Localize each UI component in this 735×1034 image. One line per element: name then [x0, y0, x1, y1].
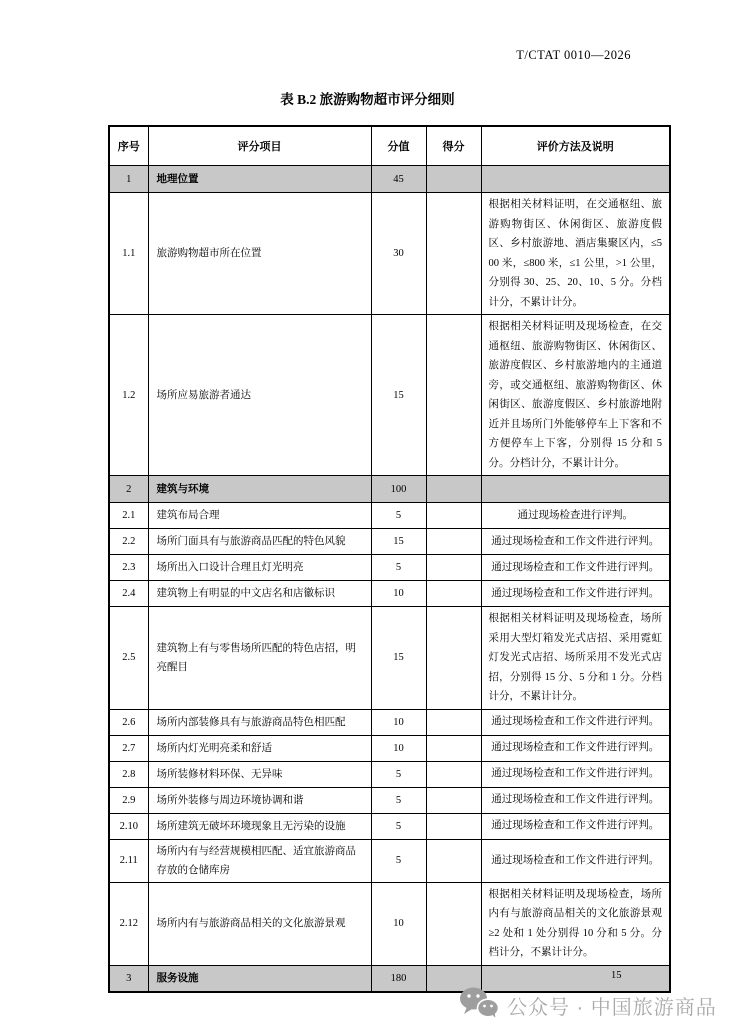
- cell-no: 2.12: [109, 882, 148, 965]
- cell-got: [426, 839, 481, 882]
- cell-no: 2.11: [109, 839, 148, 882]
- cell-got: [426, 503, 481, 529]
- table-row: [109, 503, 670, 529]
- cell-score: 15: [371, 607, 426, 710]
- cell-no: 2.3: [109, 555, 148, 581]
- watermark: [459, 987, 717, 1023]
- cell-method: 通过现场检查和工作文件进行评判。: [481, 839, 670, 882]
- cell-item: 建筑与环境: [148, 476, 371, 503]
- cell-score: 15: [371, 529, 426, 555]
- cell-score: 5: [371, 503, 426, 529]
- cell-no: 2.4: [109, 581, 148, 607]
- cell-no: 2.8: [109, 761, 148, 787]
- cell-item: 场所装修材料环保、无异味: [148, 761, 371, 787]
- cell-no: 2.5: [109, 607, 148, 710]
- cell-no: 1: [109, 166, 148, 193]
- header-got: 得分: [426, 126, 481, 166]
- cell-no: 2.1: [109, 503, 148, 529]
- cell-method: 通过现场检查和工作文件进行评判。: [481, 761, 670, 787]
- cell-score: 45: [371, 166, 426, 193]
- cell-item: 场所出入口设计合理且灯光明亮: [148, 555, 371, 581]
- cell-item: 旅游购物超市所在位置: [148, 193, 371, 315]
- cell-no: 1.1: [109, 193, 148, 315]
- section-row: [109, 166, 670, 193]
- cell-method: [481, 476, 670, 503]
- cell-method: 根据相关材料证明及现场检查，在交通枢纽、旅游购物街区、休闲街区、旅游度假区、乡村旅游地内的主通道旁，或交通枢纽、旅游购物街区、休闲街区、旅游度假区、乡村旅游地附近并且场所门外能够停车上下客和不方便停车上下客，分别得 15 分和 5 分。分档计分，不累计计分。: [481, 315, 670, 476]
- cell-got: [426, 787, 481, 813]
- table-title: 表 B.2 旅游购物超市评分细则: [280, 92, 455, 107]
- cell-method: [481, 166, 670, 193]
- table-header: [109, 126, 670, 166]
- cell-score: 100: [371, 476, 426, 503]
- cell-got: [426, 813, 481, 839]
- cell-got: [426, 529, 481, 555]
- cell-method: 通过现场检查和工作文件进行评判。: [481, 529, 670, 555]
- cell-no: 2.10: [109, 813, 148, 839]
- cell-score: 10: [371, 735, 426, 761]
- cell-item: 场所内有与经营规模相匹配、适宜旅游商品存放的仓储库房: [148, 839, 371, 882]
- cell-no: 2.2: [109, 529, 148, 555]
- cell-method: 通过现场检查和工作文件进行评判。: [481, 581, 670, 607]
- table-row: [109, 193, 670, 315]
- cell-score: 15: [371, 315, 426, 476]
- cell-method: 通过现场检查和工作文件进行评判。: [481, 709, 670, 735]
- section-row: [109, 476, 670, 503]
- cell-score: 5: [371, 839, 426, 882]
- cell-got: [426, 315, 481, 476]
- cell-got: [426, 761, 481, 787]
- cell-method: 通过现场检查和工作文件进行评判。: [481, 787, 670, 813]
- cell-method: 根据相关材料证明及现场检查，场所采用大型灯箱发光式店招、采用霓虹灯发光式店招、场所采用不发光式店招，分别得 15 分、5 分和 1 分。分档计分，不累计计分。: [481, 607, 670, 710]
- table-row: [109, 735, 670, 761]
- cell-no: 3: [109, 965, 148, 992]
- page-number: 15: [611, 970, 622, 981]
- cell-no: 2.9: [109, 787, 148, 813]
- cell-got: [426, 882, 481, 965]
- table-row: [109, 607, 670, 710]
- header-method: 评价方法及说明: [481, 126, 670, 166]
- standard-number: T/CTAT 0010—2026: [516, 48, 631, 62]
- cell-method: 通过现场检查进行评判。: [481, 503, 670, 529]
- cell-score: 5: [371, 813, 426, 839]
- cell-score: 10: [371, 581, 426, 607]
- cell-no: 2: [109, 476, 148, 503]
- table-row: [109, 315, 670, 476]
- cell-got: [426, 607, 481, 710]
- cell-item: 场所门面具有与旅游商品匹配的特色风貌: [148, 529, 371, 555]
- table-row: [109, 787, 670, 813]
- table-row: [109, 529, 670, 555]
- cell-got: [426, 166, 481, 193]
- cell-got: [426, 581, 481, 607]
- cell-got: [426, 193, 481, 315]
- table-row: [109, 581, 670, 607]
- cell-item: 场所外装修与周边环境协调和谐: [148, 787, 371, 813]
- cell-item: 建筑物上有与零售场所匹配的特色店招，明亮醒目: [148, 607, 371, 710]
- cell-item: 场所建筑无破坏环境现象且无污染的设施: [148, 813, 371, 839]
- cell-item: 地理位置: [148, 166, 371, 193]
- cell-item: 场所应易旅游者通达: [148, 315, 371, 476]
- cell-no: 2.7: [109, 735, 148, 761]
- table-row: [109, 882, 670, 965]
- watermark-text: 公众号 · 中国旅游商品: [507, 996, 717, 1019]
- table-row: [109, 813, 670, 839]
- header-score: 分值: [371, 126, 426, 166]
- cell-score: 5: [371, 761, 426, 787]
- header-row: [109, 126, 670, 166]
- cell-item: 场所内有与旅游商品相关的文化旅游景观: [148, 882, 371, 965]
- cell-got: [426, 555, 481, 581]
- wechat-icon: [459, 987, 499, 1023]
- cell-score: 10: [371, 709, 426, 735]
- cell-score: 30: [371, 193, 426, 315]
- scoring-table: [108, 125, 671, 993]
- cell-score: 180: [371, 965, 426, 992]
- table-row: [109, 555, 670, 581]
- table-row: [109, 839, 670, 882]
- cell-method: 根据相关材料证明，在交通枢纽、旅游购物街区、休闲街区、旅游度假区、乡村旅游地、酒店集聚区内，≤500 米，≤800 米，≤1 公里，>1 公里，分别得 30、25、20、10、5 分。分档计分，不累计计分。: [481, 193, 670, 315]
- header-no: 序号: [109, 126, 148, 166]
- table-row: [109, 761, 670, 787]
- cell-score: 5: [371, 555, 426, 581]
- cell-item: 场所内部装修具有与旅游商品特色相匹配: [148, 709, 371, 735]
- cell-no: 2.6: [109, 709, 148, 735]
- cell-method: 根据相关材料证明及现场检查，场所内有与旅游商品相关的文化旅游景观≥2 处和 1 处分别得 10 分和 5 分。分档计分，不累计计分。: [481, 882, 670, 965]
- table-row: [109, 709, 670, 735]
- cell-method: 通过现场检查和工作文件进行评判。: [481, 555, 670, 581]
- cell-got: [426, 709, 481, 735]
- cell-got: [426, 735, 481, 761]
- cell-got: [426, 476, 481, 503]
- cell-score: 10: [371, 882, 426, 965]
- cell-no: 1.2: [109, 315, 148, 476]
- cell-item: 建筑物上有明显的中文店名和店徽标识: [148, 581, 371, 607]
- cell-item: 建筑布局合理: [148, 503, 371, 529]
- cell-item: 服务设施: [148, 965, 371, 992]
- cell-score: 5: [371, 787, 426, 813]
- score-table-body: [109, 166, 670, 993]
- cell-method: 通过现场检查和工作文件进行评判。: [481, 813, 670, 839]
- cell-method: 通过现场检查和工作文件进行评判。: [481, 735, 670, 761]
- header-item: 评分项目: [148, 126, 371, 166]
- cell-item: 场所内灯光明亮柔和舒适: [148, 735, 371, 761]
